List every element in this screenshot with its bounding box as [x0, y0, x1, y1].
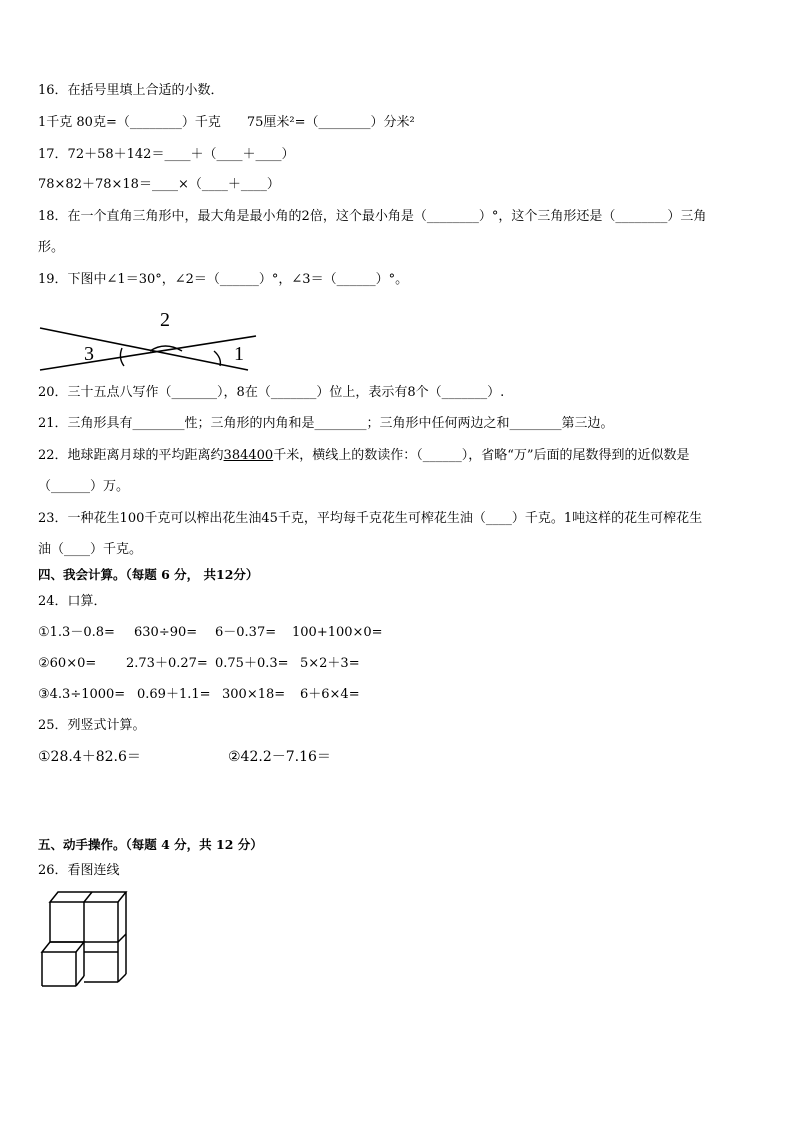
calc-item: 100+100×0=: [292, 625, 383, 640]
q25-title: 25．列竖式计算。: [38, 718, 146, 733]
q22-pre: 22．地球距离月球的平均距离约: [38, 448, 224, 463]
q16-line: 1千克 80克=（________）千克 75厘米²=（________）分米²: [38, 115, 415, 130]
q18-line1: 18．在一个直角三角形中，最大角是最小角的2倍，这个最小角是（________）°，这个三角形还是（________）三角: [38, 209, 707, 224]
calc-item: 2.73＋0.27=: [126, 656, 208, 671]
calc-item: 630÷90=: [134, 625, 198, 640]
q24-title: 24．口算．: [38, 594, 107, 609]
q18-line2: 形。: [38, 240, 65, 255]
calc-item: 0.69＋1.1=: [137, 687, 211, 702]
label-angle-2: 2: [160, 309, 170, 331]
q22-line1: [38, 447, 689, 465]
calc-item: ③4.3÷1000=: [38, 687, 126, 702]
q22-line2: （______）万。: [38, 479, 130, 494]
q17-line1: 17．72＋58＋142＝____＋（____＋____）: [38, 147, 295, 162]
calc-item: 0.75＋0.3=: [215, 656, 289, 671]
calc-item: 300×18=: [222, 687, 286, 702]
label-angle-3: 3: [84, 343, 94, 365]
calc-item: 6－0.37=: [215, 625, 277, 640]
q20-line: 20．三十五点八写作（_______），8在（_______）位上，表示有8个（_______）.: [38, 385, 505, 400]
q26-title: 26．看图连线: [38, 863, 120, 878]
label-angle-1: 1: [234, 343, 244, 365]
q16-title: 16．在括号里填上合适的小数．: [38, 83, 224, 98]
cube-figure: [38, 890, 134, 990]
q25-item-2: ②42.2－7.16＝: [228, 749, 331, 765]
q22-post: 千米，横线上的数读作：（______），省略“万”后面的尾数得到的近似数是: [273, 448, 690, 463]
q22-number: 384400: [223, 448, 274, 463]
calc-item: 6＋6×4=: [300, 687, 360, 702]
q23-line2: 油（____）千克。: [38, 542, 143, 557]
section-5-title: 五、动手操作。（每题 4 分，共 12 分）: [38, 837, 263, 852]
section-4-title: 四、我会计算。（每题 6 分， 共12分）: [38, 567, 259, 582]
q23-line1: 23．一种花生100千克可以榨出花生油45千克，平均每千克花生可榨花生油（____）千克。1吨这样的花生可榨花生: [38, 511, 703, 526]
q19-line: 19．下图中∠1＝30°，∠2＝（______）°，∠3＝（______）°。: [38, 272, 409, 287]
calc-item: 5×2＋3=: [300, 656, 360, 671]
q25-item-1: ①28.4＋82.6＝: [38, 749, 141, 765]
calc-item: ②60×0=: [38, 656, 97, 671]
angle-figure: [38, 306, 258, 376]
q17-line2: 78×82＋78×18＝____×（____＋____）: [38, 177, 280, 192]
calc-item: ①1.3－0.8=: [38, 625, 115, 640]
q21-line: 21．三角形具有________性；三角形的内角和是________；三角形中任何两边之和________第三边。: [38, 416, 614, 431]
